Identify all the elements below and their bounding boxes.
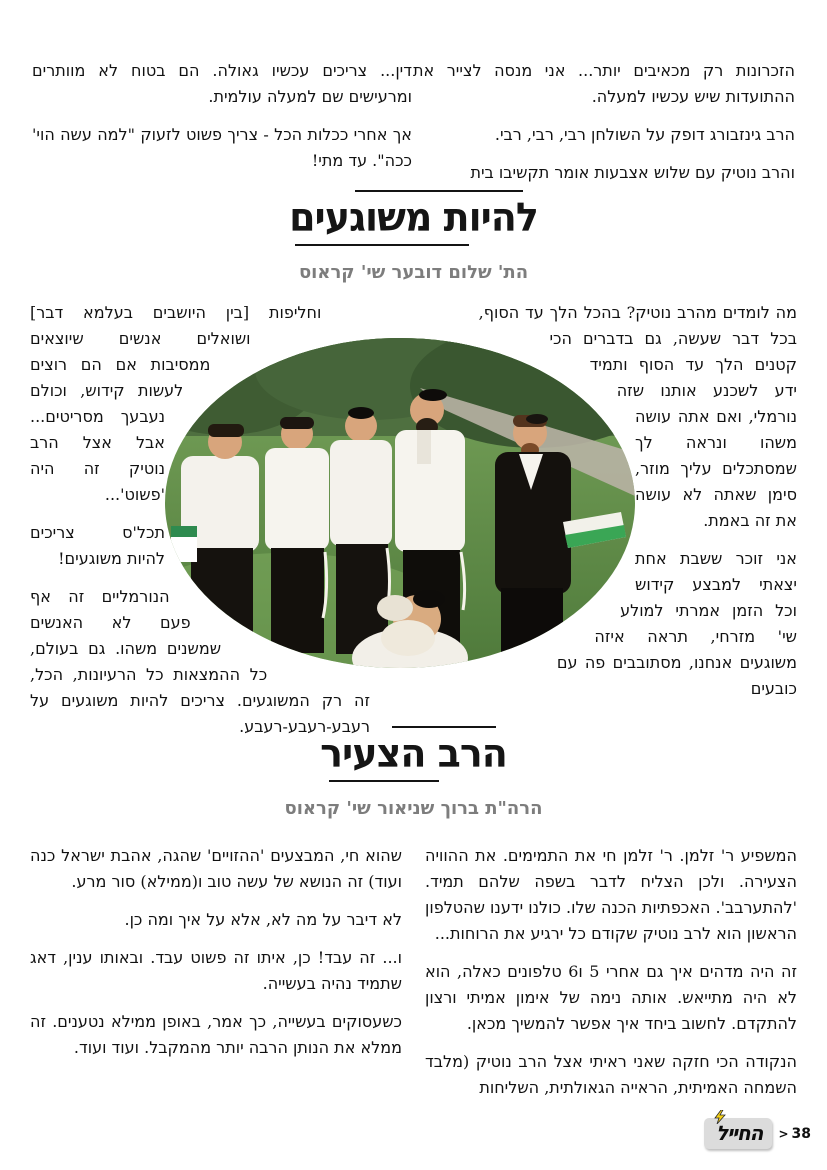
article1-left-column [30, 300, 370, 752]
article2-header [0, 726, 827, 819]
paragraph: לא דיבר על מה לא, אלא על איך ומה כן. [124, 910, 402, 929]
paragraph: הנקודה הכי חזקה שאני ראיתי אצל הרב נוטיק (מלבד השמחה האמיתית, הראייה הגאולתית, השליחות [425, 1052, 797, 1097]
headline-rule-top [355, 190, 523, 192]
paragraph: מה לומדים מהרב נוטיק? בהכל הלך עד הסוף, בכל דבר שעשה, גם בדברים הכי קטנים הלך עד הסוף ותמיד ידע לשכנע אותנו שזה נורמלי, ואם אתה עושה משהו ונראה לך שמסתכלים עליך מוזר, סימן שאתה לא עושה את זה באמת. [478, 303, 797, 530]
article2-title: הרב הצעיר [320, 730, 507, 776]
article1-byline: הת' שלום דובער שי' קראוס [298, 262, 529, 283]
paragraph: אני זוכר ששבת אחת יצאתי למבצע קידוש וכל הזמן אמרתי למולע שי' מזרחי, תראה איזה משוגעים אנחנו, מסתובבים פה עם כובעים [556, 549, 797, 698]
article1-header [0, 190, 827, 283]
paragraph: הנורמליים זה אף פעם לא האנשים שמשנים משהו. גם בעולם, כל ההמצאות כל הרעיונות, הכל, זה רק המשוגעים. צריכים להיות משוגעים על רעבע-רעבע-רעבע. [30, 587, 370, 736]
headline-rule-bottom [295, 244, 469, 246]
paragraph: תכל'ס צריכים להיות משוגעים! [30, 523, 165, 568]
magazine-logo [704, 1118, 772, 1149]
article2-byline: הרה"ת ברוך שניאור שי' קראוס [284, 798, 543, 819]
headline-rule-bottom [329, 780, 439, 782]
paragraph: וחליפות [בין היושבים בעלמא דבר] ושואלים אנשים שיוצאים ממסיבות אם הם רוצים לעשות קידוש, וכולם נעבעך מסריטים... אבל אצל הרב נוטיק זה היה 'פשוט'... [30, 303, 322, 504]
headline-rule-top [392, 726, 496, 728]
magazine-logo-text: החייל [716, 1121, 763, 1145]
intro-right-column [413, 58, 795, 198]
article1-title: להיות משוגעים [289, 194, 538, 240]
article2-left-column [30, 843, 402, 1073]
paragraph: אך אחרי ככלות הכל - צריך פשוט לזעוק "למה עשה הוי' ככה". עד מתי! [32, 125, 412, 170]
page-footer [704, 1118, 811, 1149]
page-number-value: 38 [791, 1125, 811, 1142]
page-number [778, 1126, 811, 1142]
paragraph: והרב נוטיק עם שלוש אצבעות אומר תקשיבו בית [470, 163, 795, 182]
paragraph: כשעסוקים בעשייה, כך אמר, באופן ממילא נטענים. זה ממלא את הנותן הרבה יותר מהמקבל. ועוד ועוד. [30, 1012, 402, 1057]
paragraph: זה היה מדהים איך גם אחרי 5 ו6 טלפונים כאלה, הוא לא היה מתייאש. אותה נימה של אימון אמיתי ורצון להתקדם. לחשוב ביחד איך אפשר להמשיך מכאן. [425, 962, 797, 1033]
lightning-icon [714, 1110, 726, 1124]
article1-body [30, 300, 797, 736]
paragraph: המשפיע ר' זלמן. ר' זלמן חי את התמימים. את ההוויה הצעירה. ולכן הצליח לדבר בשפה שלהם תמיד. 'להתערבב'. האכפתיות הכנה שלו. כולנו ידענו שהטלפון הראשון הוא לרב נוטיק שקודם כל ירגיע את הרוחות... [425, 846, 797, 943]
paragraph: דין... צריכים עכשיו גאולה. הם בטוח לא מוותרים ומרעישים שם למעלה עולמית. [32, 61, 412, 106]
paragraph: הזכרונות רק מכאיבים יותר... אני מנסה לצייר את ההתועדות שיש עכשיו למעלה. [413, 61, 795, 106]
paragraph: ו... זה עבד! כן, איתו זה פשוט עבד. ובאותו ענין, דאג שתמיד נהיה בעשייה. [30, 948, 402, 993]
paragraph: שהוא חי, המבצעים 'ההזויים' שהגה, אהבת ישראל כנה ועוד) זה הנושא של עשה טוב ו(ממילא) סור מרע. [30, 846, 402, 891]
paragraph: הרב גינזבורג דופק על השולחן רבי, רבי, רבי. [494, 125, 795, 144]
chevron-icon: > [778, 1126, 789, 1141]
intro-left-column [32, 58, 412, 186]
article1-right-column [460, 300, 797, 714]
article2-right-column [425, 843, 797, 1113]
